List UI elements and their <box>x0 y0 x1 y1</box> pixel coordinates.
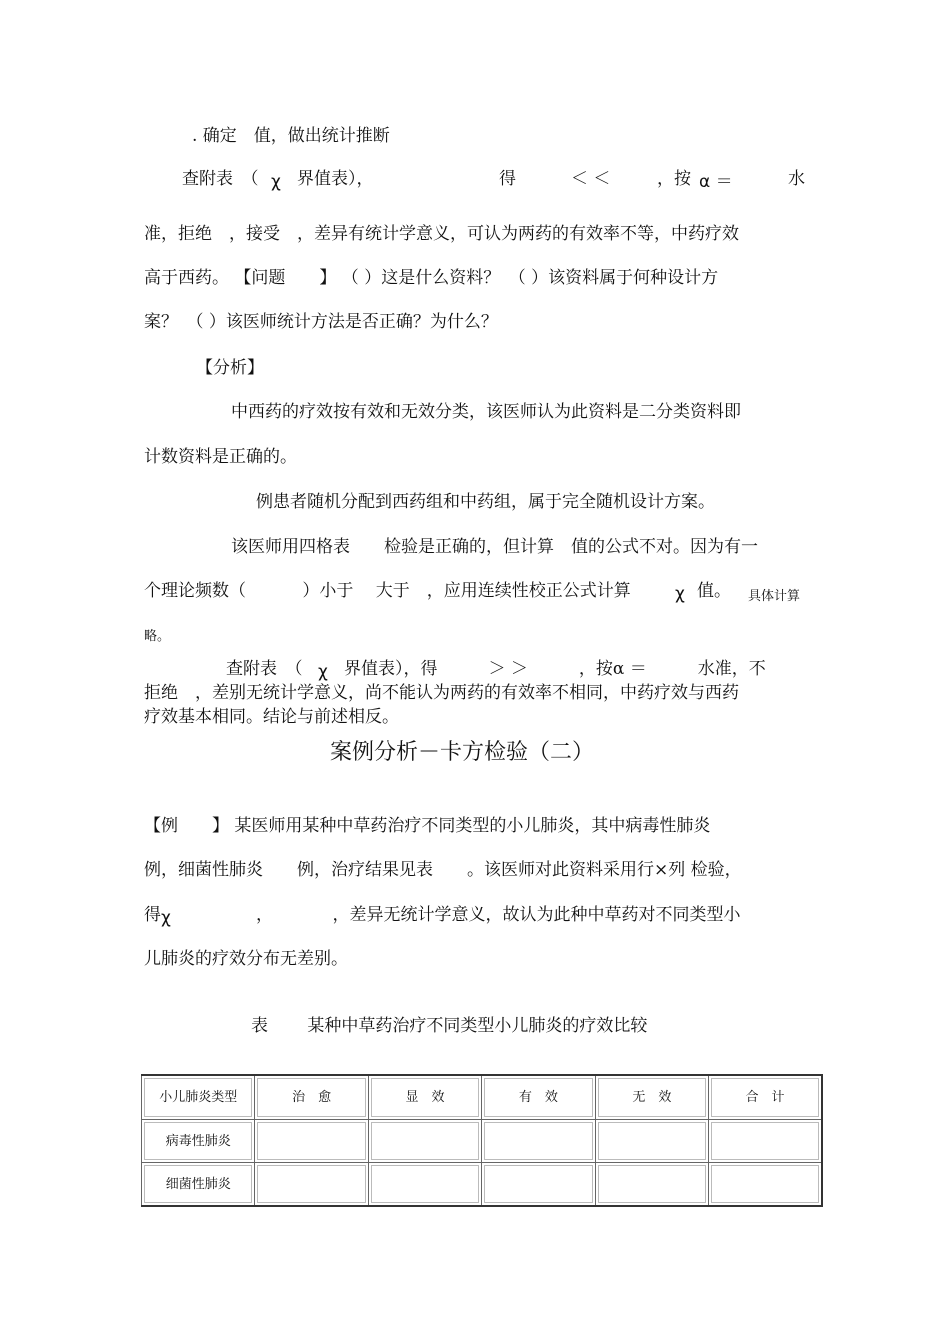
table-header-cell: 显 效 <box>368 1075 481 1120</box>
chi-symbol: χ <box>318 662 328 682</box>
paragraph-line: 高于西药。 【问题 】 （ ）这是什么资料？ （ ）该资料属于何种设计方 <box>144 268 719 288</box>
paragraph-line: 疗效基本相同。结论与前述相反。 <box>144 707 399 727</box>
line-obtain: 得 <box>499 169 516 189</box>
table-row <box>142 1163 823 1207</box>
table-cell <box>255 1163 368 1207</box>
chi-symbol: χ <box>161 908 171 928</box>
table-cell <box>368 1163 481 1207</box>
line-lookup-table-a: 查附表 （ <box>182 169 259 189</box>
example-line: 例，细菌性肺炎 例，治疗结果见表 。该医师对此资料采用行×列 检验， <box>144 860 742 880</box>
table-cell: 病毒性肺炎 <box>142 1120 255 1163</box>
chi-symbol: χ <box>675 584 685 604</box>
paragraph-line: 界值表），得 ＞ ＞ ，按α ＝ 水准，不 <box>344 659 766 679</box>
paragraph-line: 拒绝 ，差别无统计学意义，尚不能认为两药的有效率不相同，中药疗效与西药 <box>144 683 739 703</box>
table-cell <box>482 1120 595 1163</box>
paragraph-line: 案？ （ ）该医师统计方法是否正确？为什么？ <box>144 312 498 332</box>
example-line: ， ，差异无统计学意义，故认为此种中草药对不同类型小 <box>256 905 741 925</box>
example-line: 得 <box>144 905 161 925</box>
alpha-equals: α ＝ <box>699 172 733 192</box>
table-cell <box>255 1120 368 1163</box>
table-header-cell: 无 效 <box>595 1075 708 1120</box>
line-lookup-table-b: 界值表）， <box>297 169 374 189</box>
paragraph-line: 例患者随机分配到西药组和中药组，属于完全随机设计方案。 <box>256 492 715 512</box>
paragraph-line: 准，拒绝 ，接受 ，差异有统计学意义，可认为两药的有效率不等，中药疗效 <box>144 224 739 244</box>
paragraph-line: 查附表 （ <box>226 659 303 679</box>
paragraph-line: 该医师用四格表 检验是正确的，但计算 值的公式不对。因为有一 <box>231 537 758 557</box>
table-header-row <box>142 1075 823 1120</box>
table-cell: 细菌性肺炎 <box>142 1163 255 1207</box>
table-cell <box>595 1163 708 1207</box>
paragraph-line: 计数资料是正确的。 <box>144 447 297 467</box>
efficacy-table <box>141 1074 823 1207</box>
table-caption: 表 某种中草药治疗不同类型小儿肺炎的疗效比较 <box>251 1016 648 1036</box>
table-header-cell: 小儿肺炎类型 <box>142 1075 255 1120</box>
paragraph-line: 个理论频数（ ）小于 大于 ，应用连续性校正公式计算 <box>144 581 631 601</box>
small-note: 略。 <box>144 629 171 644</box>
table-cell <box>368 1120 481 1163</box>
table-cell <box>709 1163 822 1207</box>
table-row <box>142 1120 823 1163</box>
paragraph-line: 值。 <box>697 581 731 601</box>
line-level: 水 <box>788 169 805 189</box>
chi-symbol: χ <box>271 172 281 192</box>
line-according: ，按 <box>657 169 691 189</box>
small-note: 具体计算 <box>748 589 801 604</box>
less-than-signs: ＜ ＜ <box>571 169 611 189</box>
table-cell <box>595 1120 708 1163</box>
paragraph-line: 中西药的疗效按有效和无效分类，该医师认为此资料是二分类资料即 <box>231 402 741 422</box>
example-line: 儿肺炎的疗效分布无差别。 <box>144 949 348 969</box>
line-determine-value: . 确定 值，做出统计推断 <box>192 126 390 146</box>
table-header-cell: 治 愈 <box>255 1075 368 1120</box>
analysis-heading: 【分析】 <box>196 358 264 378</box>
table-cell <box>709 1120 822 1163</box>
section-title: 案例分析－卡方检验（二） <box>330 740 595 765</box>
table-header-cell: 有 效 <box>482 1075 595 1120</box>
example-line: 【例 】 某医师用某种中草药治疗不同类型的小儿肺炎，其中病毒性肺炎 <box>144 816 711 836</box>
table-header-cell: 合 计 <box>709 1075 822 1120</box>
table-cell <box>482 1163 595 1207</box>
